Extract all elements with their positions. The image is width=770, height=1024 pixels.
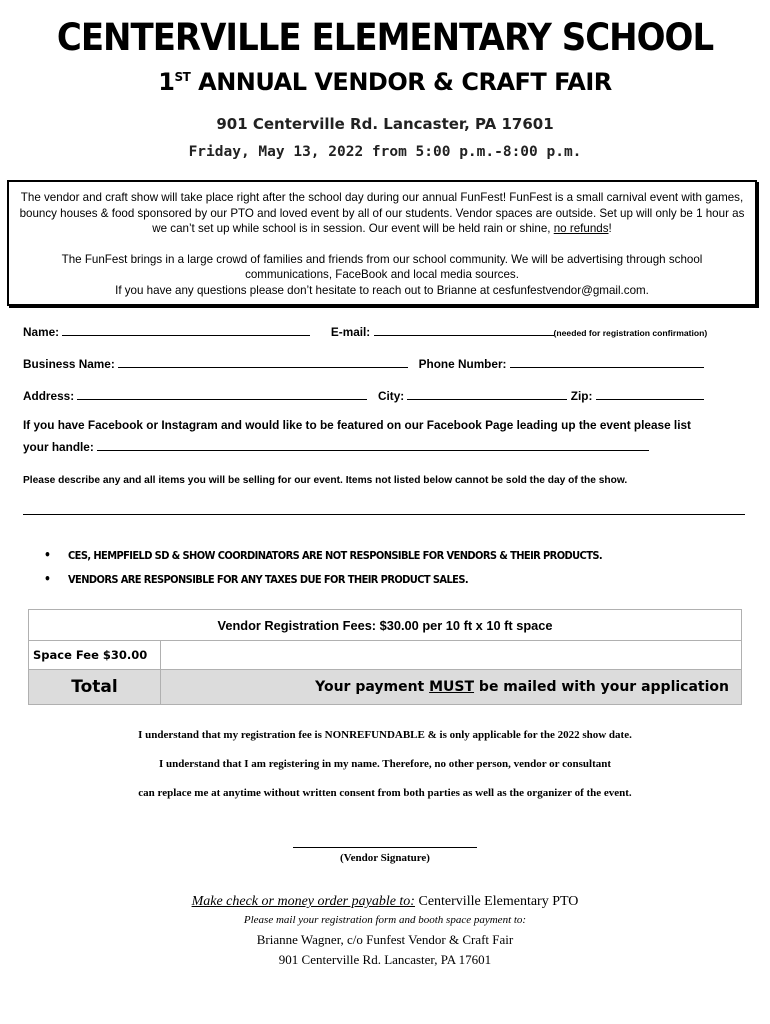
describe-items-text: Please describe any and all items you will be selling for our event. Items not listed below cannot be sold the day of the show.	[23, 475, 628, 486]
payable-label: Make check or money order payable to:	[191, 894, 415, 909]
info-paragraph-3: If you have any questions please don’t hesitate to reach out to Brianne at cesfunfestvendor@gmail.com.	[115, 283, 649, 297]
handle-label: your handle:	[23, 440, 94, 454]
bullet-text: VENDORS ARE RESPONSIBLE FOR ANY TAXES DUE FOR THEIR PRODUCT SALES.	[68, 572, 469, 586]
mail-name: Brianne Wagner, c/o Funfest Vendor & Craft Fair	[256, 932, 514, 947]
space-fee-label: Space Fee $30.00	[29, 641, 161, 670]
agreement-line-3: can replace me at anytime without written consent from both parties as well as the organizer of the event.	[138, 787, 632, 799]
event-address: 901 Centerville Rd. Lancaster, PA 17601	[216, 115, 554, 133]
event-name: ANNUAL VENDOR & CRAFT FAIR	[198, 68, 612, 96]
name-email-row	[23, 325, 707, 339]
agreement-line-1: I understand that my registration fee is NONREFUNDABLE & is only applicable for the 2022 show date.	[138, 729, 632, 741]
email-note: (needed for registration confirmation)	[553, 328, 708, 338]
info-paragraph-2: The FunFest brings in a large crowd of families and friends from our school community. We will be advertising through school communications, FaceBook and local media sources.	[61, 252, 703, 281]
event-title	[0, 68, 770, 96]
bullet-icon: •	[44, 548, 51, 562]
total-message	[161, 670, 742, 705]
name-field[interactable]	[62, 325, 310, 336]
space-fee-value[interactable]	[161, 641, 742, 670]
no-refunds-text: no refunds	[553, 222, 609, 235]
zip-label: Zip:	[570, 389, 593, 403]
mail-address: 901 Centerville Rd. Lancaster, PA 17601	[278, 952, 492, 967]
business-phone-row	[23, 357, 704, 371]
list-item	[44, 567, 602, 591]
info-paragraph-1	[17, 190, 747, 237]
event-ordinal-suffix: ST	[174, 70, 191, 84]
describe-items-field[interactable]	[23, 514, 745, 515]
info-p1-end: !	[608, 222, 612, 235]
fees-header: Vendor Registration Fees: $30.00 per 10 ft x 10 ft space	[29, 610, 742, 641]
total-msg-pre: Your payment	[315, 679, 430, 695]
total-label: Total	[29, 670, 161, 705]
email-label: E-mail:	[330, 325, 371, 339]
school-title: CENTERVILLE ELEMENTARY SCHOOL	[56, 16, 714, 60]
handle-field[interactable]	[97, 440, 649, 451]
disclaimer-list	[44, 543, 602, 591]
fees-table	[28, 609, 742, 705]
total-msg-must: MUST	[429, 679, 475, 695]
event-ordinal: 1	[158, 68, 175, 96]
signature-field[interactable]	[293, 847, 477, 848]
address-row	[23, 389, 704, 403]
phone-field[interactable]	[510, 357, 704, 368]
city-label: City:	[377, 389, 405, 403]
business-name-field[interactable]	[118, 357, 408, 368]
social-line-1: If you have Facebook or Instagram and would like to be featured on our Facebook Page leading up the event please list	[23, 418, 691, 432]
signature-label: (Vendor Signature)	[340, 852, 430, 864]
address-field[interactable]	[77, 389, 367, 400]
zip-field[interactable]	[596, 389, 704, 400]
event-date: Friday, May 13, 2022 from 5:00 p.m.-8:00 p.m.	[188, 144, 582, 160]
name-label: Name:	[23, 325, 60, 339]
payable-to: Centerville Elementary PTO	[414, 894, 579, 909]
agreement-line-2: I understand that I am registering in my name. Therefore, no other person, vendor or consultant	[158, 758, 612, 770]
info-p1-text: The vendor and craft show will take place right after the school day during our annual FunFest! FunFest is a small carnival event with games, bouncy houses & food sponsored by our PTO and loved event by all of our students. Vendor spaces are outside. Set up will only be 1 hour as we can’t set up while school is in session. Our event will be held rain or shine,	[19, 191, 745, 235]
mail-note: Please mail your registration form and booth space payment to:	[243, 914, 527, 926]
social-line-2	[23, 440, 649, 454]
info-box	[7, 180, 757, 306]
email-field[interactable]	[374, 325, 554, 336]
total-msg-post: be mailed with your application	[474, 679, 729, 695]
phone-label: Phone Number:	[418, 357, 507, 371]
city-field[interactable]	[407, 389, 567, 400]
bullet-icon: •	[44, 572, 51, 586]
list-item	[44, 543, 602, 567]
bullet-text: CES, HEMPFIELD SD & SHOW COORDINATORS ARE NOT RESPONSIBLE FOR VENDORS & THEIR PRODUCTS.	[68, 548, 603, 562]
business-name-label: Business Name:	[23, 357, 115, 371]
payable-line	[0, 894, 770, 910]
address-label: Address:	[23, 389, 75, 403]
